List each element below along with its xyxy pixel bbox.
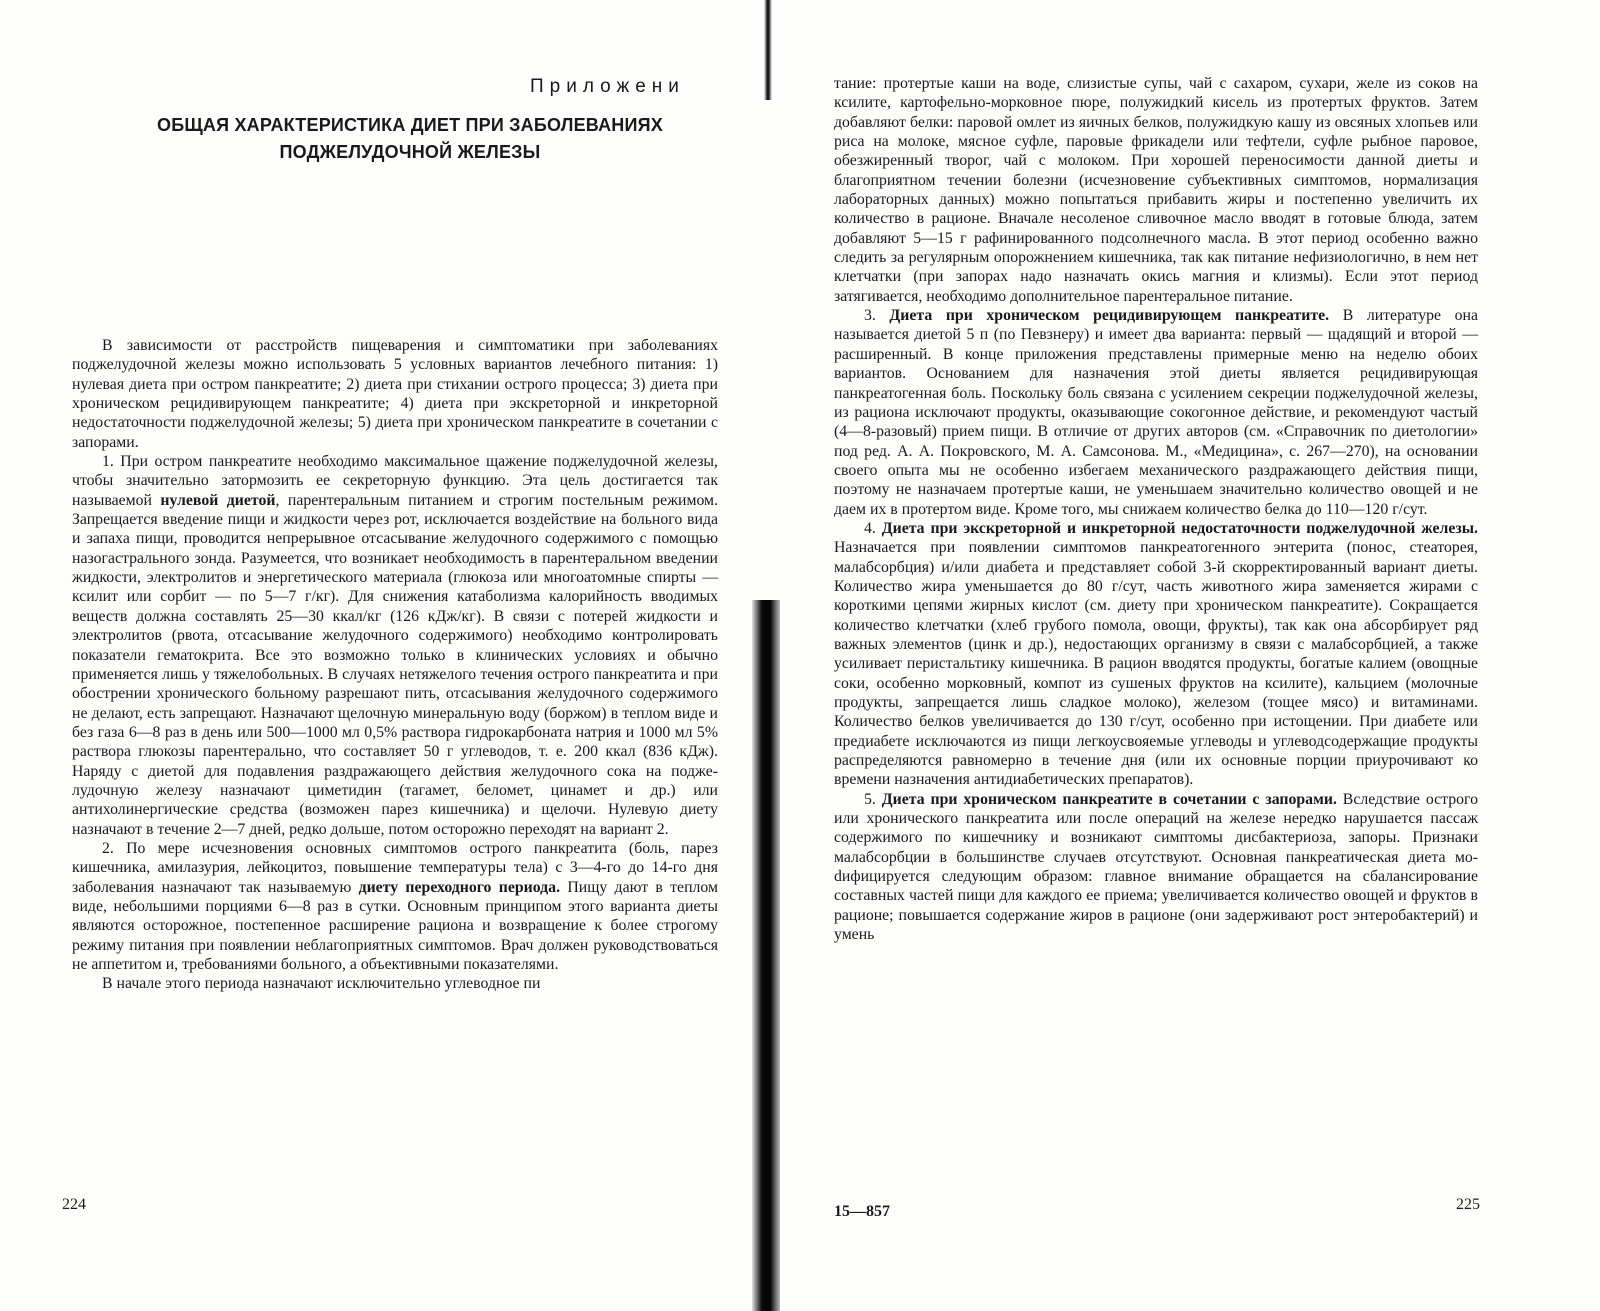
paragraph-intro: В зависимости от расстройств пищеварения и симптоматики при заболеваниях поджелудочной железы можно использовать 5 условных вариантов лечебного питания: 1) нулевая диета при остром панкреатите; 2) диета при стихании острого процесса; 3) диета при хроническом рецидивирующем панкреатите; 4) диета при экскреторной и инкреторной недостаточности поджелудочной железы; 5) диета при хроническом панкреатите в сочетании с запорами. <box>72 337 718 451</box>
chapter-title-line-1: ОБЩАЯ ХАРАКТЕРИСТИКА ДИЕТ ПРИ ЗАБОЛЕВАНИЯХ <box>157 115 663 135</box>
spine-gutter <box>748 0 792 1311</box>
paragraph-diet-5 <box>834 790 1478 945</box>
paragraph-diet-3-bold: Диета при хроническом рецидивирующем панкреатите. <box>889 307 1330 325</box>
spine-shadow-bottom <box>752 600 780 1311</box>
paragraph-diet-5-part-b: Вследствие острого или хронического панкреатита или после операций на железе нередко нарушается пассаж содержимого по кишечнику и возникают симптомы дисбактериоза, запоры. Признаки малабсорбции в большинстве случаев отсутствуют. Основная панкреатическая диета моdифицируется следующим образом: главное внимание обращается на сбалансирование составных частей пищи для каждого ее приема; увеличивается количество овощей и фруктов в рационе; повышается содержание жиров в рационе (они задерживают рост энтеробактерий) и умень <box>834 790 1478 944</box>
paragraph-continuation: тание: протертые каши на воде, слизистые супы, чай с сахаром, сухари, желе из соков на ксилите, картофельно-морковное пюре, полужидкий кисель из протертых фруктов. Затем добавляют белки: паровой омлет из яичных белков, полужидкую кашу из овсяных хлопьев или риса на молоке, мясное суфле, паровые фрикадели или тефтели, суфле рыбное паровое, обезжиренный творог, чай с молоком. При хорошей переносимости данной диеты и благоприятном течении болезни (исчезновение субъективных симптомов, нормализация лабораторных данных) можно попытаться прибавить жиры и постепенно увеличить их количество в рационе. Вначале несоленое сливочное масло вводят в готовые блюда, затем добавляют 5—15 г рафинированного подсолнечного масла. В этот период особенно важно следить за регулярным опорожнением кишечника, так как питание нефизиологично, в нем нет клетчатки (при запорах надо назначать окись магния и клизмы). Если этот период затягивается, необходимо дополнительное парентеральное питание. <box>834 75 1478 305</box>
paragraph-diet-3-part-b: В литературе она называется диетой 5 п (по Певзнеру) и имеет два варианта: первый — щадящий и второй — расширенный. В конце приложения представлены примерные меню на неделю обоих вариантов. Основанием для назначения этой диеты является рецидивирующая панкреатогенная боль. Поскольку боль связана с усилением секреции поджелудочной железы, из рациона исключают продукты, оказывающие сокогонное действие, и рекомендуют частый (4—8-разовый) прием пищи. В отличие от других авторов (см. «Справочник по диетологии» под ред. А. А. Покровского, М. А. Самсонова. М., «Медицина», с. 267—270), на основании своего опыта мы не особенно избегаем механического раздражающего действия пищи, поэтому не назначаем протертые каши, не уменьшаем значительно количество овощей и не даем их в протертом виде. Кроме того, мы снижаем количество белка до 110—120 г/сут. <box>834 307 1479 518</box>
paragraph-diet-3 <box>834 306 1478 519</box>
right-page <box>790 0 1600 1311</box>
paragraph-diet-2-start: В начале этого периода назначают исключительно углеводное пи <box>102 975 541 993</box>
paragraph-diet-1-bold: нулевой диетой <box>160 491 276 509</box>
paragraph-diet-2 <box>72 839 718 974</box>
paragraph-diet-5-part-a: 5. <box>864 790 882 808</box>
chapter-title <box>110 112 710 166</box>
printer-signature: 15—857 <box>834 1203 890 1220</box>
right-body-text <box>834 74 1478 944</box>
paragraph-diet-3-part-a: 3. <box>864 307 890 325</box>
paragraph-diet-1 <box>72 452 718 839</box>
chapter-title-line-2: ПОДЖЕЛУДОЧНОЙ ЖЕЛЕЗЫ <box>279 142 541 162</box>
paragraph-diet-2-part-b: Пищу дают в теплом виде, небольшими порциями 6—8 раз в сутки. Основным принципом этого варианта диеты являются осторожное, постепенное расширение рациона и возвращение к более строгому режиму питания при появлении неблагоприятных симптомов. Врач должен руководствоваться не аппетитом и, требованиями больного, а объективными показателями. <box>72 878 719 973</box>
paragraph-diet-4-part-a: 4. <box>864 519 882 537</box>
paragraph-diet-2-bold: диету переходного периода. <box>358 878 561 896</box>
paragraph-diet-4-part-b: Назначается при появлении симптомов панкреатогенного энтерита (понос, стеаторея, малабсорбция) и/или диабета и представляет собой 3-й скорректированный вариант диеты. Количество жира уменьшается до 80 г/сут, часть животного жира заменяется жирами с короткими цепями жирных кислот (см. диету при хроническом панкреатите). Сокращается количество клетчатки (хлеб грубого помола, овощи, фрукты), так как она абсорбирует ряд важных элементов (цинк и др.), недостающих организму в связи с малабсорбцией, а также усиливает перистальтику кишечника. В рацион вводятся продукты, богатые калием (овощные соки, особенно морковный, компот из сушеных фруктов на ксилите), кальцием (молочные продукты, запрещается лишь сладкое молоко), железом (тощее мясо) и витаминами. Количество белков увеличивается до 130 г/сут, особенно при истощении. При диабете или предиабете исключаются из пищи легкоусвояемые углеводы и углеводсодержащие продукты распределяются равномерно в течение дня (или их основные порции приурочивают ко времени назначения антидиабетических препаратов). <box>834 539 1478 789</box>
running-head: Приложени <box>530 76 685 97</box>
paragraph-diet-1-part-a: 1. При остром панкреатите необходимо максимальное щажение поджелудочной железы, чтобы значительно затормозить ее секреторную функцию. Эта цель достигается так называемой <box>72 453 718 509</box>
paragraph-diet-1-part-b: , парентеральным питанием и строгим постельным режимом. Запрещается введение пищи и жидкости через рот, исключается воздействие на больного вида и запаха пищи, проводится непрерывное отсасывание желудочного содержимого с помощью назогастрального зонда. Разумеется, что возникает необходимость в парентеральном введении жидкости, электролитов и энергетического материала (глюкоза или многоатомные спирты — ксилит или сорбит — по 5—7 г/кг). Для снижения катаболизма калорийность вводимых веществ должна составлять 25—30 ккал/кг (126 кДж/кг). В связи с потерей жидкости и электролитов (рвота, отсасывание желудочного содержимого) необходимо контролировать показатели гематокрита. Все это возможно только в клинических условиях и обычно применяется лишь у тяжелобольных. В случаях нетяжелого течения острого панкреатита и при обострении хронического больному разрешают пить, отсасывания желудочного содержимого не делают, есть запрещают. Назначают щелочную минеральную воду (боржом) в теплом виде и без газа 6—8 раз в день или 500—1000 мл 0,5% раствора гидрокарбоната натрия и 1000 мл 5% раствора глюкозы парентерально, что составляет 50 г углеводов, т. е. 200 ккал (836 кДж). Наряду с диетой для подавления раздражающего действия желудочного сока на поджелудочную железу назначают циметидин (тагамет, беломет, цинамет и др.) или антихолинергические средства (возможен парез кишечника) и щелочи. Нулевую диету назначают в течение 2—7 дней, редко дольше, потом осторожно переходят на вариант 2. <box>72 491 719 838</box>
page-number-right: 225 <box>1456 1196 1480 1213</box>
paragraph-diet-2-part-a: 2. По мере исчезновения основных симптомов острого панкреатита (боль, парез кишечника, амилазурия, лейкоцитоз, повышение температуры тела) с 3—4-го до 14-го дня заболевания назначают так называемую <box>72 839 718 896</box>
paragraph-diet-4 <box>834 519 1478 790</box>
paragraph-diet-4-bold: Диета при экскреторной и инкреторной недостаточности поджелудочной железы. <box>881 519 1479 537</box>
paragraph-diet-5-bold: Диета при хроническом панкреатите в сочетании с запорами. <box>881 790 1337 808</box>
spine-shadow-top <box>764 0 772 100</box>
page-number-left: 224 <box>62 1196 86 1213</box>
left-body-text <box>72 336 718 994</box>
left-page <box>0 0 760 1311</box>
